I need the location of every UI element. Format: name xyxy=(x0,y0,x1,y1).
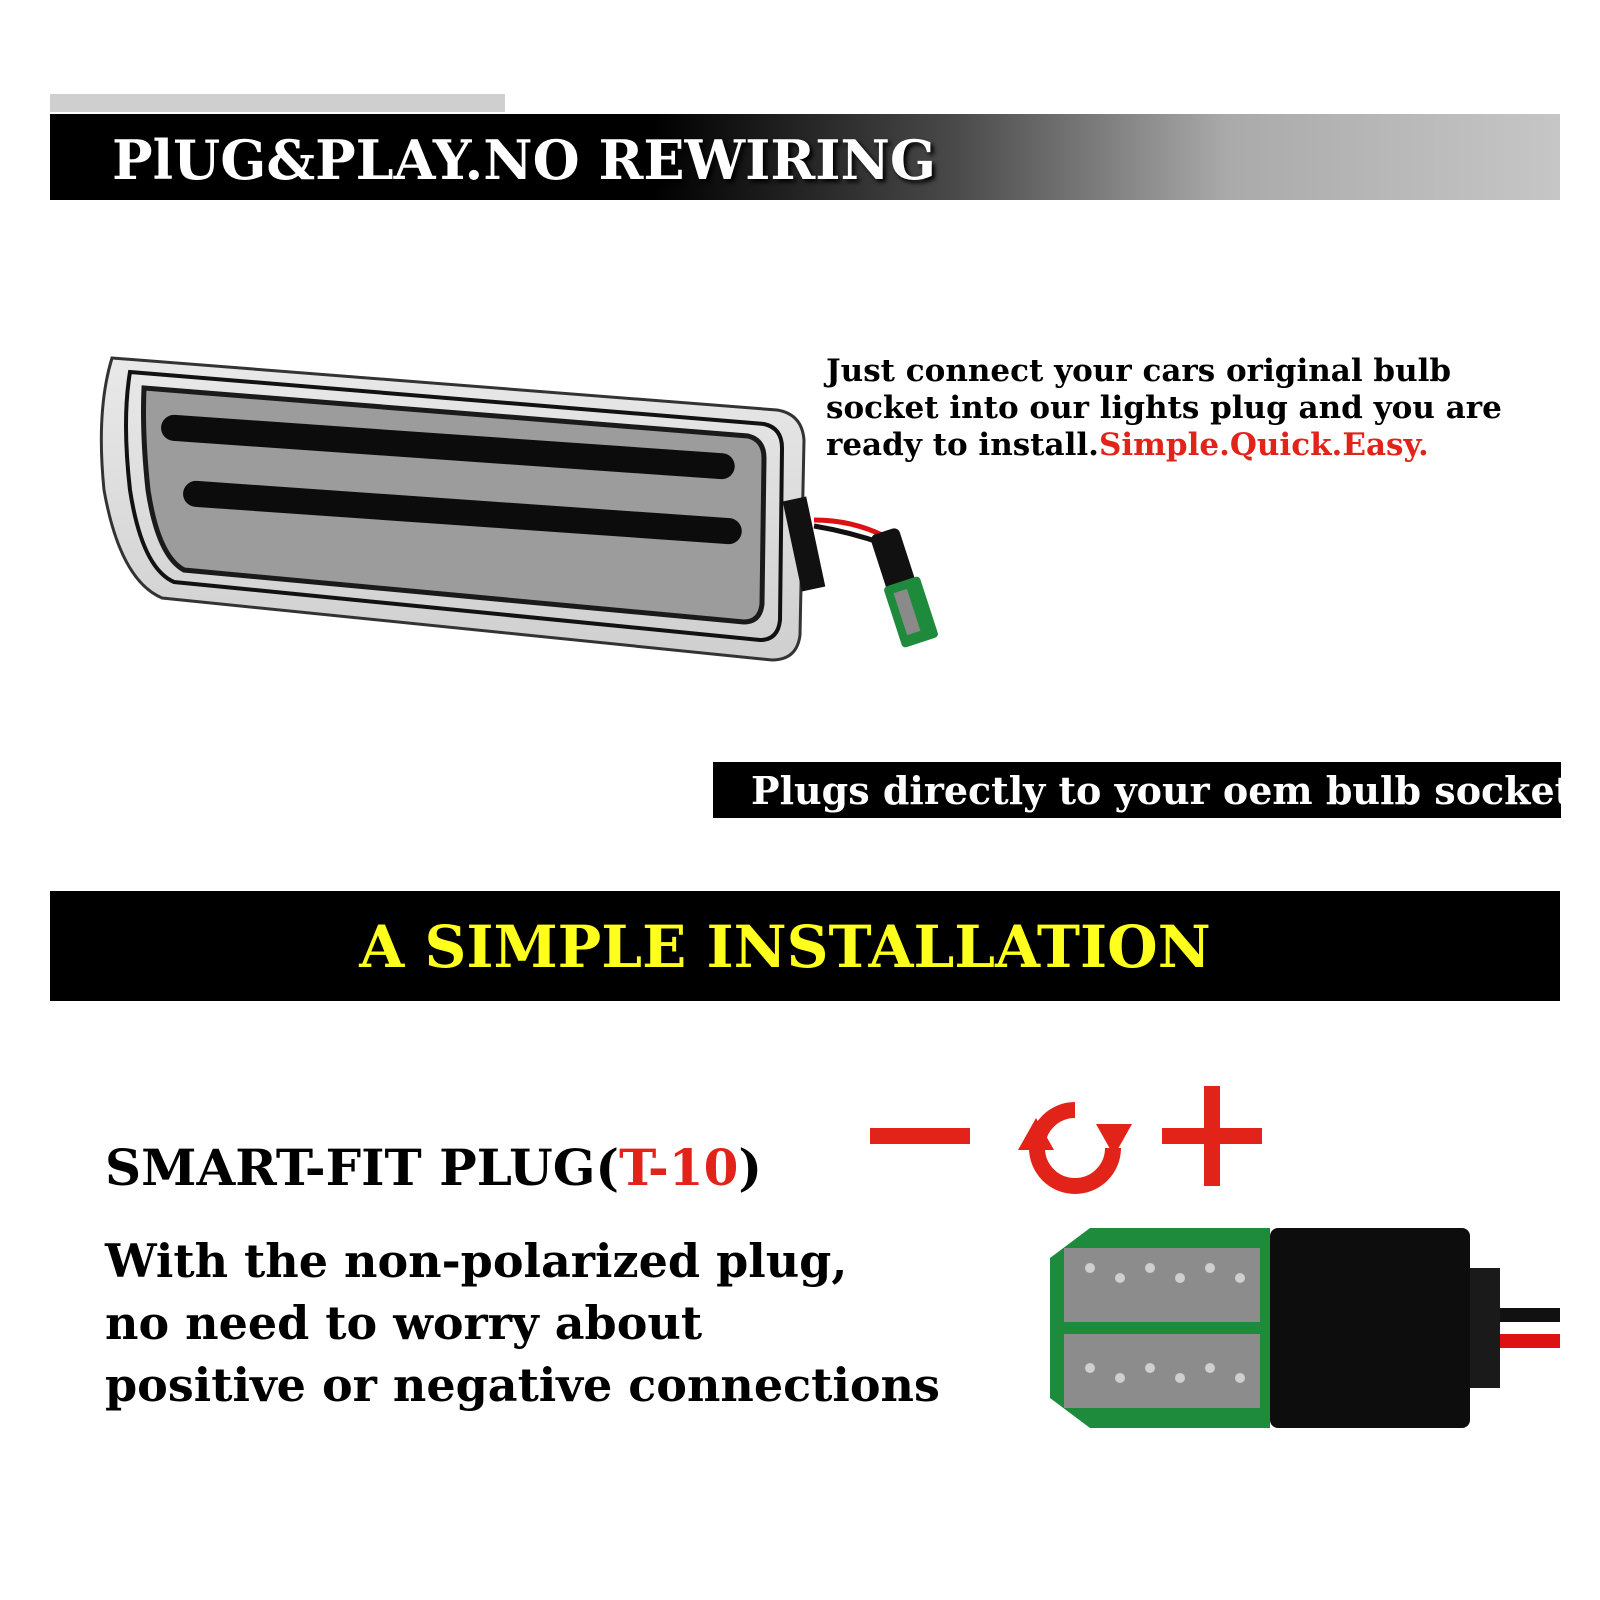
header-title: PlUG&PLAY.NO REWIRING xyxy=(112,128,937,192)
header-banner xyxy=(50,114,1560,200)
top-strip xyxy=(50,94,505,112)
plug-desc-line: With the non-polarized plug, xyxy=(105,1234,848,1288)
install-description xyxy=(826,353,1546,464)
installation-banner xyxy=(50,891,1560,1001)
plug-title-accent: T-10 xyxy=(619,1138,739,1197)
t10-bulb-icon xyxy=(1050,1228,1560,1428)
plug-title-prefix: SMART-FIT PLUG( xyxy=(105,1138,620,1197)
minus-sign-icon xyxy=(870,1128,970,1144)
plug-desc-line: positive or negative connections xyxy=(105,1358,940,1412)
socket-label-box xyxy=(713,762,1573,818)
plug-title-suffix: ) xyxy=(738,1138,763,1197)
polarity-swap-icon xyxy=(870,1078,1270,1198)
installation-title: A SIMPLE INSTALLATION xyxy=(359,913,1211,981)
description-text: Just connect your cars original bulb socket into our lights plug and you are ready to install. xyxy=(826,353,1502,463)
socket-label: Plugs directly to your oem bulb socket xyxy=(751,768,1573,813)
plug-desc-line: no need to worry about xyxy=(105,1296,703,1350)
plug-title xyxy=(105,1138,762,1197)
plug-description xyxy=(105,1230,940,1416)
description-accent: Simple.Quick.Easy. xyxy=(1098,427,1429,463)
